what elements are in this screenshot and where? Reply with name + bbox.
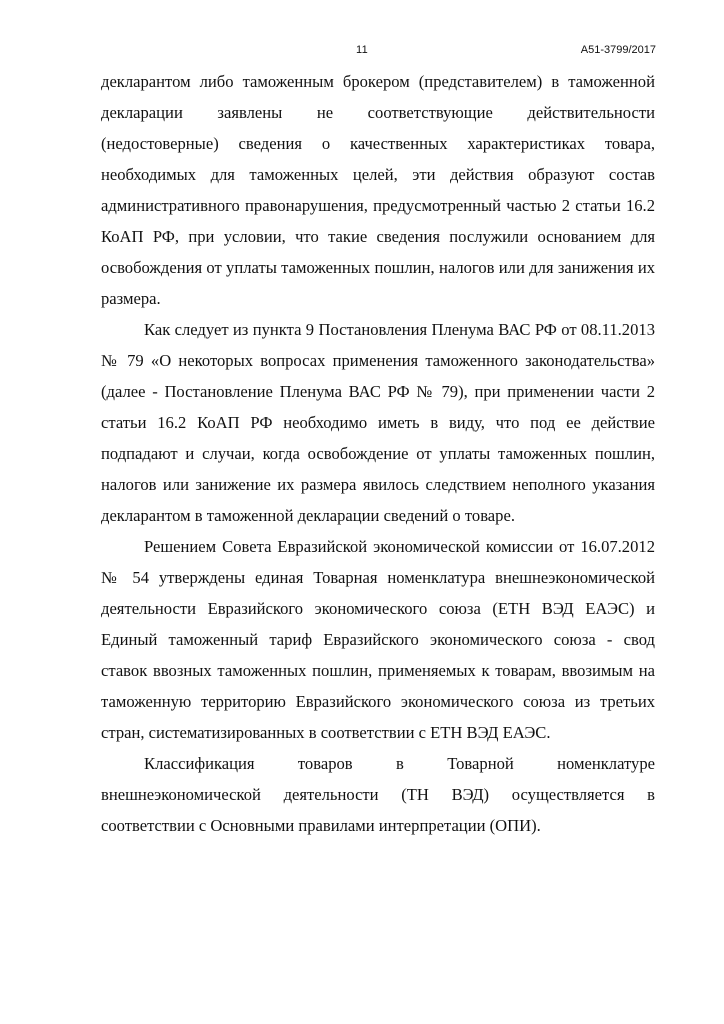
paragraph-plenum-resolution: Как следует из пункта 9 Постановления Пленума ВАС РФ от 08.11.2013 № 79 «О некоторых вопросах применения таможенного законодательства» (далее - Постановление Пленума ВАС РФ № 79), при применении части 2 статьи 16.2 КоАП РФ необходимо иметь в виду, что под ее действие подпадают и случаи, когда освобождение от уплаты таможенных пошлин, налогов или занижение их размера явилось следствием неполного указания декларантом в таможенной декларации сведений о товаре. — [101, 320, 655, 525]
paragraph-continuation: декларантом либо таможенным брокером (представителем) в таможенной декларации заявлены не соответствующие действительности (недостоверные) сведения о качественных характеристиках товара, необходимых для таможенных целей, эти действия образуют состав административного правонарушения, предусмотренный частью 2 статьи 16.2 КоАП РФ, при условии, что такие сведения послужили основанием для освобождения от уплаты таможенных пошлин, налогов или для занижения их размера. — [101, 72, 655, 308]
case-number: А51-3799/2017 — [580, 44, 656, 56]
paragraph-classification: Классификация товаров в Товарной номенклатуре внешнеэкономической деятельности (ТН ВЭД) осуществляется в соответствии с Основными правилами интерпретации (ОПИ). — [101, 754, 655, 835]
document-body — [101, 66, 655, 841]
page-number: 11 — [355, 44, 369, 56]
paragraph-eec-decision: Решением Совета Евразийской экономической комиссии от 16.07.2012 № 54 утверждены единая Товарная номенклатура внешнеэкономической деятельности Евразийского экономического союза (ЕТН ВЭД ЕАЭС) и Единый таможенный тариф Евразийского экономического союза - свод ставок ввозных таможенных пошлин, применяемых к товарам, ввозимым на таможенную территорию Евразийского экономического союза из третьих стран, систематизированных в соответствии с ЕТН ВЭД ЕАЭС. — [101, 537, 655, 742]
